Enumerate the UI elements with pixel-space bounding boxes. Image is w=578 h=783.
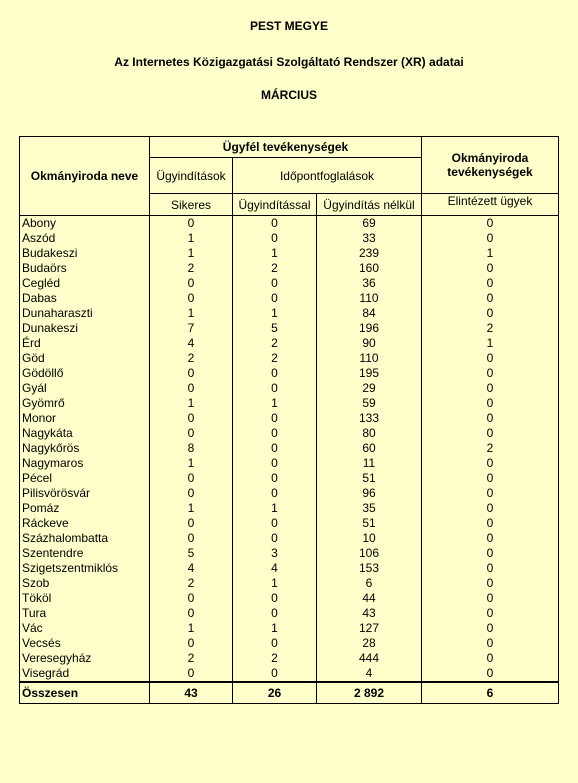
office-name: Budaörs [20, 261, 150, 276]
success-count: 8 [150, 441, 233, 456]
total-label: Összesen [20, 682, 150, 704]
success-count: 0 [150, 216, 233, 232]
with-initiation-count: 1 [233, 246, 317, 261]
table-body [20, 216, 559, 683]
without-initiation-count: 59 [317, 396, 422, 411]
completed-count: 2 [422, 441, 559, 456]
report-subtitle: Az Internetes Közigazgatási Szolgáltató Rendszer (XR) adatai [114, 55, 464, 69]
success-count: 2 [150, 261, 233, 276]
without-initiation-count: 11 [317, 456, 422, 471]
success-count: 2 [150, 651, 233, 666]
success-count: 0 [150, 666, 233, 682]
success-count: 1 [150, 306, 233, 321]
table-row [20, 426, 559, 441]
success-header: Sikeres [150, 194, 233, 216]
with-initiation-count: 2 [233, 336, 317, 351]
table-row [20, 531, 559, 546]
with-initiation-count: 0 [233, 636, 317, 651]
without-initiation-count: 84 [317, 306, 422, 321]
completed-count: 0 [422, 381, 559, 396]
without-initiation-count: 133 [317, 411, 422, 426]
with-initiation-count: 0 [233, 516, 317, 531]
with-initiation-count: 2 [233, 261, 317, 276]
office-name: Vecsés [20, 636, 150, 651]
statistics-table [19, 136, 559, 704]
without-initiation-count: 28 [317, 636, 422, 651]
office-name: Aszód [20, 231, 150, 246]
table-row [20, 651, 559, 666]
total-success: 43 [150, 682, 233, 704]
without-initiation-count: 6 [317, 576, 422, 591]
table-row [20, 216, 559, 232]
table-row [20, 261, 559, 276]
office-name: Nagykőrös [20, 441, 150, 456]
completed-count: 0 [422, 531, 559, 546]
success-count: 1 [150, 231, 233, 246]
table-row [20, 621, 559, 636]
without-initiation-count: 196 [317, 321, 422, 336]
without-initiation-count: 43 [317, 606, 422, 621]
month-label: MÁRCIUS [261, 88, 317, 102]
with-initiation-count: 1 [233, 621, 317, 636]
completed-count: 0 [422, 276, 559, 291]
with-initiation-count: 2 [233, 651, 317, 666]
success-count: 4 [150, 561, 233, 576]
office-name: Szentendre [20, 546, 150, 561]
table-row [20, 441, 559, 456]
table-row [20, 246, 559, 261]
office-name: Monor [20, 411, 150, 426]
success-count: 0 [150, 486, 233, 501]
table-row [20, 561, 559, 576]
without-initiation-header: Ügyindítás nélkül [317, 194, 422, 216]
office-name: Pomáz [20, 501, 150, 516]
with-initiation-count: 0 [233, 531, 317, 546]
completed-count: 1 [422, 246, 559, 261]
table-row [20, 486, 559, 501]
office-name: Ráckeve [20, 516, 150, 531]
with-initiation-count: 3 [233, 546, 317, 561]
without-initiation-count: 36 [317, 276, 422, 291]
office-name: Nagymaros [20, 456, 150, 471]
completed-count: 0 [422, 231, 559, 246]
completed-count: 0 [422, 651, 559, 666]
office-name: Pécel [20, 471, 150, 486]
office-name: Budakeszi [20, 246, 150, 261]
table-row [20, 336, 559, 351]
table-row [20, 606, 559, 621]
table-row [20, 306, 559, 321]
without-initiation-count: 195 [317, 366, 422, 381]
completed-count: 0 [422, 411, 559, 426]
success-count: 0 [150, 411, 233, 426]
office-name: Százhalombatta [20, 531, 150, 546]
with-initiation-count: 1 [233, 576, 317, 591]
without-initiation-count: 44 [317, 591, 422, 606]
with-initiation-count: 0 [233, 471, 317, 486]
completed-count: 0 [422, 456, 559, 471]
completed-count: 0 [422, 351, 559, 366]
without-initiation-count: 239 [317, 246, 422, 261]
office-name: Gyömrő [20, 396, 150, 411]
office-name: Tura [20, 606, 150, 621]
table-row [20, 231, 559, 246]
appointments-header: Időpontfoglalások [233, 158, 422, 194]
without-initiation-count: 110 [317, 351, 422, 366]
office-name: Dabas [20, 291, 150, 306]
completed-count: 0 [422, 396, 559, 411]
without-initiation-count: 127 [317, 621, 422, 636]
success-count: 7 [150, 321, 233, 336]
table-row [20, 576, 559, 591]
success-count: 0 [150, 426, 233, 441]
with-initiation-count: 0 [233, 381, 317, 396]
total-row [20, 682, 559, 704]
with-initiation-count: 1 [233, 396, 317, 411]
without-initiation-count: 4 [317, 666, 422, 682]
with-initiation-count: 0 [233, 426, 317, 441]
with-initiation-count: 0 [233, 441, 317, 456]
completed-count: 0 [422, 306, 559, 321]
table-row [20, 396, 559, 411]
without-initiation-count: 51 [317, 516, 422, 531]
table-row [20, 546, 559, 561]
office-name: Nagykáta [20, 426, 150, 441]
completed-count: 0 [422, 501, 559, 516]
without-initiation-count: 106 [317, 546, 422, 561]
completed-count: 0 [422, 216, 559, 232]
success-count: 2 [150, 576, 233, 591]
completed-count: 0 [422, 486, 559, 501]
success-count: 2 [150, 351, 233, 366]
table-row [20, 321, 559, 336]
completed-count: 0 [422, 591, 559, 606]
office-name: Visegrád [20, 666, 150, 682]
success-count: 1 [150, 456, 233, 471]
table-row [20, 381, 559, 396]
without-initiation-count: 29 [317, 381, 422, 396]
without-initiation-count: 10 [317, 531, 422, 546]
completed-count: 0 [422, 561, 559, 576]
success-count: 0 [150, 276, 233, 291]
completed-count: 0 [422, 576, 559, 591]
completed-count: 1 [422, 336, 559, 351]
with-initiation-count: 1 [233, 501, 317, 516]
with-initiation-header: Ügyindítással [233, 194, 317, 216]
table-row [20, 411, 559, 426]
without-initiation-count: 35 [317, 501, 422, 516]
completed-count: 0 [422, 546, 559, 561]
office-name: Tököl [20, 591, 150, 606]
table-row [20, 591, 559, 606]
success-count: 0 [150, 516, 233, 531]
with-initiation-count: 0 [233, 486, 317, 501]
office-name: Szigetszentmiklós [20, 561, 150, 576]
success-count: 0 [150, 591, 233, 606]
with-initiation-count: 0 [233, 216, 317, 232]
without-initiation-count: 80 [317, 426, 422, 441]
success-count: 4 [150, 336, 233, 351]
completed-count: 0 [422, 666, 559, 682]
success-count: 1 [150, 621, 233, 636]
table-row [20, 636, 559, 651]
office-name: Göd [20, 351, 150, 366]
with-initiation-count: 0 [233, 366, 317, 381]
table-row [20, 351, 559, 366]
completed-cases-header: Elintézett ügyek [422, 194, 559, 216]
office-activities-header: Okmányiroda tevékenységek [422, 137, 559, 194]
success-count: 1 [150, 396, 233, 411]
total-with-initiation: 26 [233, 682, 317, 704]
without-initiation-count: 444 [317, 651, 422, 666]
without-initiation-count: 110 [317, 291, 422, 306]
table-row [20, 471, 559, 486]
success-count: 0 [150, 291, 233, 306]
with-initiation-count: 0 [233, 291, 317, 306]
office-name: Pilisvörösvár [20, 486, 150, 501]
completed-count: 2 [422, 321, 559, 336]
without-initiation-count: 160 [317, 261, 422, 276]
completed-count: 0 [422, 366, 559, 381]
table-row [20, 666, 559, 682]
office-name: Dunaharaszti [20, 306, 150, 321]
total-completed: 6 [422, 682, 559, 704]
with-initiation-count: 0 [233, 666, 317, 682]
without-initiation-count: 90 [317, 336, 422, 351]
office-name: Gödöllő [20, 366, 150, 381]
with-initiation-count: 0 [233, 606, 317, 621]
success-count: 1 [150, 246, 233, 261]
completed-count: 0 [422, 606, 559, 621]
office-name: Dunakeszi [20, 321, 150, 336]
success-count: 0 [150, 366, 233, 381]
office-name: Cegléd [20, 276, 150, 291]
with-initiation-count: 0 [233, 231, 317, 246]
with-initiation-count: 0 [233, 276, 317, 291]
table-row [20, 456, 559, 471]
office-name-header: Okmányiroda neve [20, 137, 150, 216]
with-initiation-count: 0 [233, 591, 317, 606]
table-row [20, 276, 559, 291]
success-count: 0 [150, 471, 233, 486]
without-initiation-count: 96 [317, 486, 422, 501]
completed-count: 0 [422, 261, 559, 276]
completed-count: 0 [422, 636, 559, 651]
with-initiation-count: 4 [233, 561, 317, 576]
county-title: PEST MEGYE [249, 19, 329, 33]
completed-count: 0 [422, 471, 559, 486]
without-initiation-count: 69 [317, 216, 422, 232]
completed-count: 0 [422, 426, 559, 441]
initiations-header: Ügyindítások [150, 158, 233, 194]
success-count: 5 [150, 546, 233, 561]
office-name: Szob [20, 576, 150, 591]
office-name: Veresegyház [20, 651, 150, 666]
without-initiation-count: 153 [317, 561, 422, 576]
table-row [20, 501, 559, 516]
without-initiation-count: 33 [317, 231, 422, 246]
without-initiation-count: 51 [317, 471, 422, 486]
table-row [20, 516, 559, 531]
success-count: 0 [150, 606, 233, 621]
office-name: Vác [20, 621, 150, 636]
success-count: 0 [150, 636, 233, 651]
office-name: Érd [20, 336, 150, 351]
office-name: Abony [20, 216, 150, 232]
success-count: 0 [150, 381, 233, 396]
client-activities-header: Ügyfél tevékenységek [150, 137, 422, 158]
success-count: 1 [150, 501, 233, 516]
with-initiation-count: 0 [233, 411, 317, 426]
success-count: 0 [150, 531, 233, 546]
office-name: Gyál [20, 381, 150, 396]
with-initiation-count: 5 [233, 321, 317, 336]
completed-count: 0 [422, 621, 559, 636]
completed-count: 0 [422, 291, 559, 306]
with-initiation-count: 1 [233, 306, 317, 321]
completed-count: 0 [422, 516, 559, 531]
table-row [20, 366, 559, 381]
without-initiation-count: 60 [317, 441, 422, 456]
with-initiation-count: 0 [233, 456, 317, 471]
table-row [20, 291, 559, 306]
with-initiation-count: 2 [233, 351, 317, 366]
total-without-initiation: 2 892 [317, 682, 422, 704]
